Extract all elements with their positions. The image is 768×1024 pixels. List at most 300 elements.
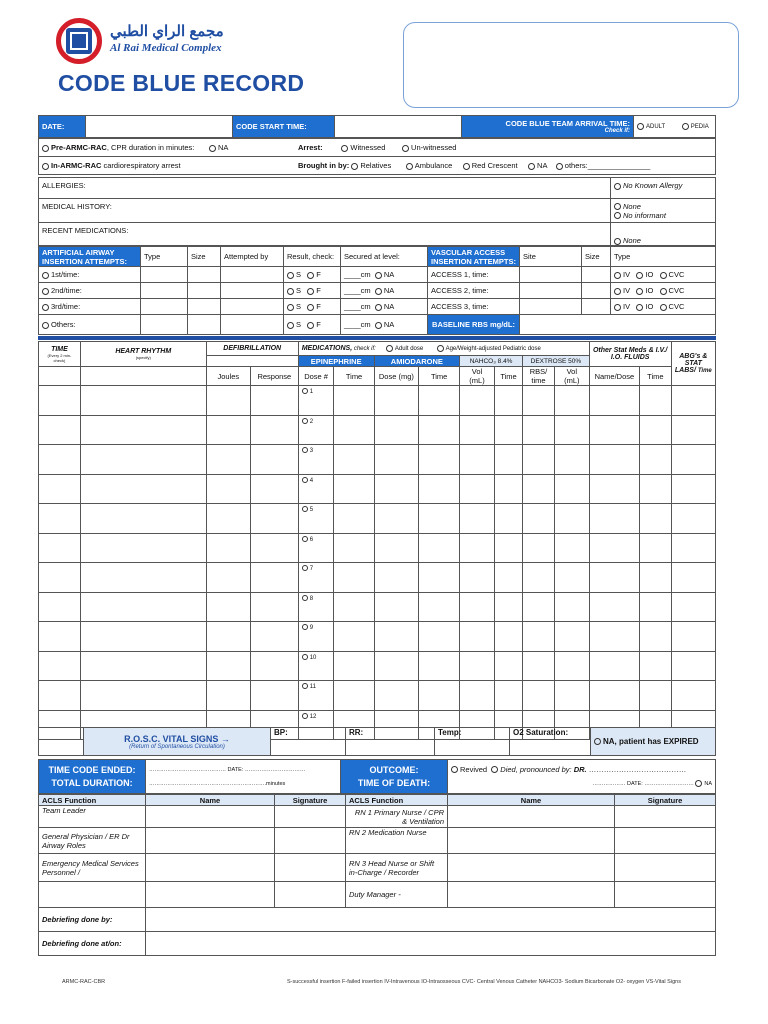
blank-sign[interactable]	[275, 882, 346, 908]
airway-by-4[interactable]	[221, 315, 284, 335]
grid-cell[interactable]	[39, 622, 81, 652]
outcome-label: OUTCOME:	[369, 764, 419, 775]
allergies-cell[interactable]	[39, 178, 611, 199]
grid-cell[interactable]	[640, 563, 672, 593]
grid-cell[interactable]	[374, 415, 419, 445]
ems-sign[interactable]	[275, 854, 346, 882]
grid-cell[interactable]	[374, 445, 419, 475]
grid-cell[interactable]	[523, 504, 555, 534]
grid-cell[interactable]	[206, 592, 250, 622]
site-3[interactable]	[520, 299, 582, 315]
temp-field[interactable]: Temp:	[435, 728, 510, 756]
attempt2-radio[interactable]	[42, 288, 49, 295]
ended-fields[interactable]	[146, 760, 341, 794]
duty-manager-name[interactable]	[448, 882, 615, 908]
pre-armc-radio[interactable]	[42, 145, 49, 152]
grid-cell[interactable]	[640, 651, 672, 681]
grid-cell[interactable]	[589, 622, 639, 652]
grid-cell[interactable]	[206, 651, 250, 681]
grid-cell[interactable]	[334, 474, 374, 504]
grid-cell[interactable]	[334, 592, 374, 622]
site-1[interactable]	[520, 267, 582, 283]
death-na-label: NA	[704, 780, 712, 787]
grid-cell[interactable]	[206, 563, 250, 593]
grid-cell[interactable]	[80, 563, 206, 593]
grid-cell[interactable]	[640, 681, 672, 711]
rr-field[interactable]: RR:	[346, 728, 435, 756]
secured-3	[341, 299, 428, 315]
na-radio[interactable]	[375, 304, 382, 311]
grid-cell[interactable]	[206, 386, 250, 416]
grid-cell[interactable]	[523, 592, 555, 622]
grid-cell[interactable]	[640, 386, 672, 416]
pedia-radio[interactable]	[682, 123, 689, 130]
grid-cell[interactable]	[39, 386, 81, 416]
grid-cell[interactable]	[206, 533, 250, 563]
grid-cell[interactable]	[671, 651, 715, 681]
gp-name[interactable]	[146, 828, 275, 854]
adult-dose-radio[interactable]	[386, 345, 393, 352]
ped-dose-radio[interactable]	[437, 345, 444, 352]
date-field[interactable]	[86, 116, 233, 138]
attempt1-radio[interactable]	[42, 272, 49, 279]
dose-radio[interactable]	[302, 477, 308, 483]
grid-cell[interactable]	[523, 622, 555, 652]
grid-cell[interactable]	[80, 474, 206, 504]
iv-label: IV	[623, 286, 631, 295]
s-radio[interactable]	[287, 304, 294, 311]
grid-cell[interactable]	[374, 386, 419, 416]
grid-cell[interactable]	[640, 474, 672, 504]
grid-cell[interactable]	[250, 533, 298, 563]
unwitnessed-radio[interactable]	[402, 145, 409, 152]
grid-cell[interactable]	[374, 651, 419, 681]
dose-radio[interactable]	[302, 595, 308, 601]
grid-cell[interactable]	[460, 563, 495, 593]
grid-cell[interactable]	[250, 386, 298, 416]
grid-cell[interactable]	[460, 386, 495, 416]
grid-cell[interactable]	[671, 622, 715, 652]
grid-cell[interactable]	[589, 386, 639, 416]
result-2	[284, 283, 341, 299]
expired-radio[interactable]	[594, 738, 601, 745]
na2-radio[interactable]	[528, 163, 535, 170]
grid-cell[interactable]	[39, 681, 81, 711]
grid-cell[interactable]	[334, 386, 374, 416]
grid-cell[interactable]	[250, 622, 298, 652]
grid-cell[interactable]	[250, 474, 298, 504]
grid-cell[interactable]	[80, 622, 206, 652]
iv-radio[interactable]	[614, 304, 621, 311]
grid-cell[interactable]	[523, 445, 555, 475]
rn2-sign[interactable]	[615, 828, 716, 854]
rn1-sign[interactable]	[615, 806, 716, 828]
grid-cell[interactable]	[298, 445, 334, 475]
none-radio[interactable]	[614, 203, 621, 210]
grid-cell[interactable]	[250, 592, 298, 622]
grid-cell[interactable]	[419, 651, 460, 681]
dr-label: DR.	[573, 764, 587, 774]
grid-cell[interactable]	[80, 592, 206, 622]
grid-cell[interactable]	[334, 563, 374, 593]
grid-cell[interactable]	[589, 415, 639, 445]
grid-cell[interactable]	[589, 592, 639, 622]
grid-cell[interactable]	[419, 592, 460, 622]
grid-cell[interactable]	[671, 445, 715, 475]
grid-cell[interactable]	[298, 474, 334, 504]
no-informant-radio[interactable]	[614, 212, 621, 219]
grid-cell[interactable]	[250, 415, 298, 445]
cvc-radio[interactable]	[660, 288, 667, 295]
grid-cell[interactable]	[460, 592, 495, 622]
na-radio[interactable]	[375, 272, 382, 279]
rosc-subtitle: (Return of Spontaneous Circulation)	[129, 743, 225, 750]
signature-header-left: Signature	[275, 795, 346, 806]
airway-size-2[interactable]	[188, 283, 221, 299]
response-header: Response	[250, 367, 298, 386]
grid-cell[interactable]	[250, 651, 298, 681]
io-radio[interactable]	[636, 272, 643, 279]
grid-cell[interactable]	[298, 386, 334, 416]
grid-cell[interactable]	[671, 386, 715, 416]
grid-cell[interactable]	[39, 504, 81, 534]
grid-cell[interactable]	[39, 592, 81, 622]
dose-radio[interactable]	[302, 536, 308, 542]
grid-cell[interactable]	[554, 622, 589, 652]
grid-cell[interactable]	[419, 415, 460, 445]
grid-cell[interactable]	[374, 681, 419, 711]
grid-cell[interactable]	[419, 445, 460, 475]
grid-cell[interactable]	[334, 504, 374, 534]
recent-medications-cell[interactable]	[39, 223, 611, 246]
grid-cell[interactable]	[80, 415, 206, 445]
dose-radio[interactable]	[302, 713, 308, 719]
grid-cell[interactable]	[206, 474, 250, 504]
f-radio[interactable]	[307, 304, 314, 311]
airway-type-3[interactable]	[141, 299, 188, 315]
grid-cell[interactable]	[334, 415, 374, 445]
grid-cell[interactable]	[460, 474, 495, 504]
airway-by-2[interactable]	[221, 283, 284, 299]
blank-role	[39, 882, 146, 908]
grid-cell[interactable]	[640, 415, 672, 445]
medical-history-cell[interactable]	[39, 199, 611, 223]
airway-by-1[interactable]	[221, 267, 284, 283]
cvc-radio[interactable]	[660, 304, 667, 311]
grid-cell[interactable]	[39, 445, 81, 475]
grid-cell[interactable]	[80, 533, 206, 563]
vascular-size-header: Size	[582, 247, 611, 267]
cm-label: ____cm	[344, 286, 371, 295]
iv-radio[interactable]	[614, 272, 621, 279]
revived-radio[interactable]	[451, 766, 458, 773]
grid-cell[interactable]	[419, 504, 460, 534]
died-radio[interactable]	[491, 766, 498, 773]
dose-radio[interactable]	[302, 447, 308, 453]
dose-radio[interactable]	[302, 683, 308, 689]
grid-cell[interactable]	[671, 533, 715, 563]
grid-body	[39, 386, 716, 740]
grid-cell[interactable]	[374, 504, 419, 534]
grid-cell[interactable]	[671, 415, 715, 445]
grid-cell[interactable]	[460, 681, 495, 711]
airway-by-3[interactable]	[221, 299, 284, 315]
relatives-radio[interactable]	[351, 163, 358, 170]
grid-cell[interactable]	[523, 474, 555, 504]
grid-cell[interactable]	[250, 504, 298, 534]
in-armc-radio[interactable]	[42, 163, 49, 170]
grid-cell[interactable]	[554, 386, 589, 416]
grid-cell[interactable]	[460, 622, 495, 652]
grid-cell[interactable]	[460, 445, 495, 475]
grid-cell[interactable]	[419, 563, 460, 593]
rosc-table	[38, 727, 716, 756]
grid-cell[interactable]	[589, 681, 639, 711]
grid-cell[interactable]	[374, 563, 419, 593]
witnessed-radio[interactable]	[341, 145, 348, 152]
grid-cell[interactable]	[419, 533, 460, 563]
nahco-time-header: Time	[494, 367, 522, 386]
grid-cell[interactable]	[334, 681, 374, 711]
attempt3-radio[interactable]	[42, 304, 49, 311]
gp-sign[interactable]	[275, 828, 346, 854]
grid-cell[interactable]	[494, 681, 522, 711]
grid-cell[interactable]	[80, 504, 206, 534]
dose-radio[interactable]	[302, 624, 308, 630]
grid-cell[interactable]	[554, 474, 589, 504]
grid-cell[interactable]	[554, 533, 589, 563]
grid-cell[interactable]	[494, 504, 522, 534]
grid-cell[interactable]	[39, 651, 81, 681]
team-leader-name[interactable]	[146, 806, 275, 828]
ems-name[interactable]	[146, 854, 275, 882]
dose-number: 11	[309, 684, 316, 690]
grid-cell[interactable]	[374, 622, 419, 652]
ambulance-radio[interactable]	[406, 163, 413, 170]
grid-cell[interactable]	[554, 415, 589, 445]
grid-cell[interactable]	[250, 445, 298, 475]
grid-cell[interactable]	[589, 504, 639, 534]
grid-cell[interactable]	[494, 592, 522, 622]
iv-radio[interactable]	[614, 288, 621, 295]
team-leader-sign[interactable]	[275, 806, 346, 828]
name-dose-header: Name/Dose	[589, 367, 639, 386]
others-radio[interactable]	[42, 322, 49, 329]
grid-cell[interactable]	[494, 651, 522, 681]
grid-cell[interactable]	[523, 681, 555, 711]
airway-type-2[interactable]	[141, 283, 188, 299]
grid-cell[interactable]	[334, 622, 374, 652]
grid-cell[interactable]	[589, 474, 639, 504]
airway-type-1[interactable]	[141, 267, 188, 283]
f-radio[interactable]	[307, 322, 314, 329]
grid-cell[interactable]	[640, 445, 672, 475]
s-radio[interactable]	[287, 288, 294, 295]
airway-size-1[interactable]	[188, 267, 221, 283]
blank-name[interactable]	[146, 882, 275, 908]
grid-cell[interactable]	[460, 533, 495, 563]
vsize-2[interactable]	[582, 283, 611, 299]
duty-manager-sign[interactable]	[615, 882, 716, 908]
grid-cell[interactable]	[671, 563, 715, 593]
grid-cell[interactable]	[554, 592, 589, 622]
grid-cell[interactable]	[460, 504, 495, 534]
grid-cell[interactable]	[298, 681, 334, 711]
none2-radio[interactable]	[614, 238, 621, 245]
grid-cell[interactable]	[640, 504, 672, 534]
medical-options	[611, 199, 716, 223]
nahco-header: NAHCO₃ 8.4%	[460, 356, 523, 367]
grid-cell[interactable]	[671, 681, 715, 711]
rn3-name[interactable]	[448, 854, 615, 882]
grid-cell[interactable]	[419, 474, 460, 504]
grid-cell[interactable]	[589, 563, 639, 593]
f-radio[interactable]	[307, 272, 314, 279]
io-radio[interactable]	[636, 288, 643, 295]
adult-radio[interactable]	[637, 123, 644, 130]
vsize-3[interactable]	[582, 299, 611, 315]
grid-cell[interactable]	[523, 386, 555, 416]
grid-cell[interactable]	[206, 622, 250, 652]
secured-header: Secured at level:	[341, 247, 428, 267]
red-crescent-radio[interactable]	[463, 163, 470, 170]
grid-cell[interactable]	[374, 533, 419, 563]
airway-size-4[interactable]	[188, 315, 221, 335]
grid-cell[interactable]	[523, 563, 555, 593]
grid-cell[interactable]	[671, 504, 715, 534]
grid-cell[interactable]	[589, 533, 639, 563]
grid-cell[interactable]	[494, 474, 522, 504]
grid-cell[interactable]	[39, 474, 81, 504]
others-radio[interactable]	[556, 163, 563, 170]
ended-date-line: …………………………………… DATE: ……………………………	[149, 766, 306, 773]
grid-cell[interactable]	[640, 622, 672, 652]
grid-cell[interactable]	[460, 415, 495, 445]
patient-label-box[interactable]	[403, 22, 739, 108]
grid-cell[interactable]	[298, 415, 334, 445]
grid-row	[39, 533, 716, 563]
grid-cell[interactable]	[298, 622, 334, 652]
grid-cell[interactable]	[554, 445, 589, 475]
grid-cell[interactable]	[80, 681, 206, 711]
site-2[interactable]	[520, 283, 582, 299]
grid-cell[interactable]	[80, 386, 206, 416]
grid-cell[interactable]	[298, 533, 334, 563]
result-header: Result, check:	[284, 247, 341, 267]
grid-cell[interactable]	[298, 592, 334, 622]
grid-cell[interactable]	[206, 445, 250, 475]
grid-cell[interactable]	[494, 415, 522, 445]
dose-number: 7	[309, 566, 314, 572]
rbs-field[interactable]	[520, 315, 716, 335]
grid-cell[interactable]	[250, 563, 298, 593]
rn3-sign[interactable]	[615, 854, 716, 882]
rn1-name[interactable]	[448, 806, 615, 828]
grid-row	[39, 474, 716, 504]
grid-cell[interactable]	[460, 651, 495, 681]
grid-cell[interactable]	[374, 474, 419, 504]
vsize-1[interactable]	[582, 267, 611, 283]
grid-cell[interactable]	[554, 504, 589, 534]
grid-cell[interactable]	[554, 651, 589, 681]
grid-cell[interactable]	[80, 445, 206, 475]
grid-cell[interactable]	[589, 651, 639, 681]
grid-cell[interactable]	[298, 563, 334, 593]
rn2-name[interactable]	[448, 828, 615, 854]
debrief-at-field[interactable]	[146, 932, 716, 956]
grid-cell[interactable]	[554, 681, 589, 711]
grid-cell[interactable]	[523, 415, 555, 445]
debrief-by-field[interactable]	[146, 908, 716, 932]
grid-cell[interactable]	[494, 533, 522, 563]
s-label: S	[296, 270, 302, 279]
grid-cell[interactable]	[523, 533, 555, 563]
grid-cell[interactable]	[640, 533, 672, 563]
grid-cell[interactable]	[206, 415, 250, 445]
s-radio[interactable]	[287, 272, 294, 279]
na-radio[interactable]	[209, 145, 216, 152]
grid-cell[interactable]	[298, 504, 334, 534]
grid-cell[interactable]	[250, 681, 298, 711]
grid-cell[interactable]	[494, 386, 522, 416]
grid-cell[interactable]	[39, 533, 81, 563]
grid-cell[interactable]	[494, 563, 522, 593]
grid-cell[interactable]	[523, 651, 555, 681]
s-radio[interactable]	[287, 322, 294, 329]
dose-radio[interactable]	[302, 565, 308, 571]
grid-cell[interactable]	[589, 445, 639, 475]
grid-cell[interactable]	[494, 622, 522, 652]
grid-cell[interactable]	[39, 563, 81, 593]
grid-cell[interactable]	[334, 651, 374, 681]
airway-type-4[interactable]	[141, 315, 188, 335]
cvc-radio[interactable]	[660, 272, 667, 279]
airway-row-1	[39, 267, 141, 283]
no-allergy-radio[interactable]	[614, 183, 621, 190]
grid-cell[interactable]	[206, 504, 250, 534]
grid-cell[interactable]	[206, 681, 250, 711]
death-na-radio[interactable]	[695, 780, 702, 787]
grid-cell[interactable]	[671, 474, 715, 504]
grid-cell[interactable]	[419, 622, 460, 652]
dose-radio[interactable]	[302, 654, 308, 660]
grid-cell[interactable]	[640, 592, 672, 622]
start-time-field[interactable]	[335, 116, 462, 138]
dose-radio[interactable]	[302, 388, 308, 394]
grid-cell[interactable]	[419, 386, 460, 416]
grid-cell[interactable]	[494, 445, 522, 475]
grid-cell[interactable]	[419, 681, 460, 711]
f-radio[interactable]	[307, 288, 314, 295]
io-radio[interactable]	[636, 304, 643, 311]
grid-cell[interactable]	[374, 592, 419, 622]
bp-field[interactable]: BP:	[271, 728, 346, 756]
grid-cell[interactable]	[39, 415, 81, 445]
na-radio[interactable]	[375, 322, 382, 329]
airway-size-3[interactable]	[188, 299, 221, 315]
dose-radio[interactable]	[302, 506, 308, 512]
grid-cell[interactable]	[554, 563, 589, 593]
grid-cell[interactable]	[298, 651, 334, 681]
grid-cell[interactable]	[334, 533, 374, 563]
na-radio[interactable]	[375, 288, 382, 295]
grid-cell[interactable]	[671, 592, 715, 622]
dose-radio[interactable]	[302, 418, 308, 424]
team-table	[38, 794, 716, 956]
grid-cell[interactable]	[334, 445, 374, 475]
o2-field[interactable]: O2 Saturation:	[510, 728, 591, 756]
grid-cell[interactable]	[80, 651, 206, 681]
